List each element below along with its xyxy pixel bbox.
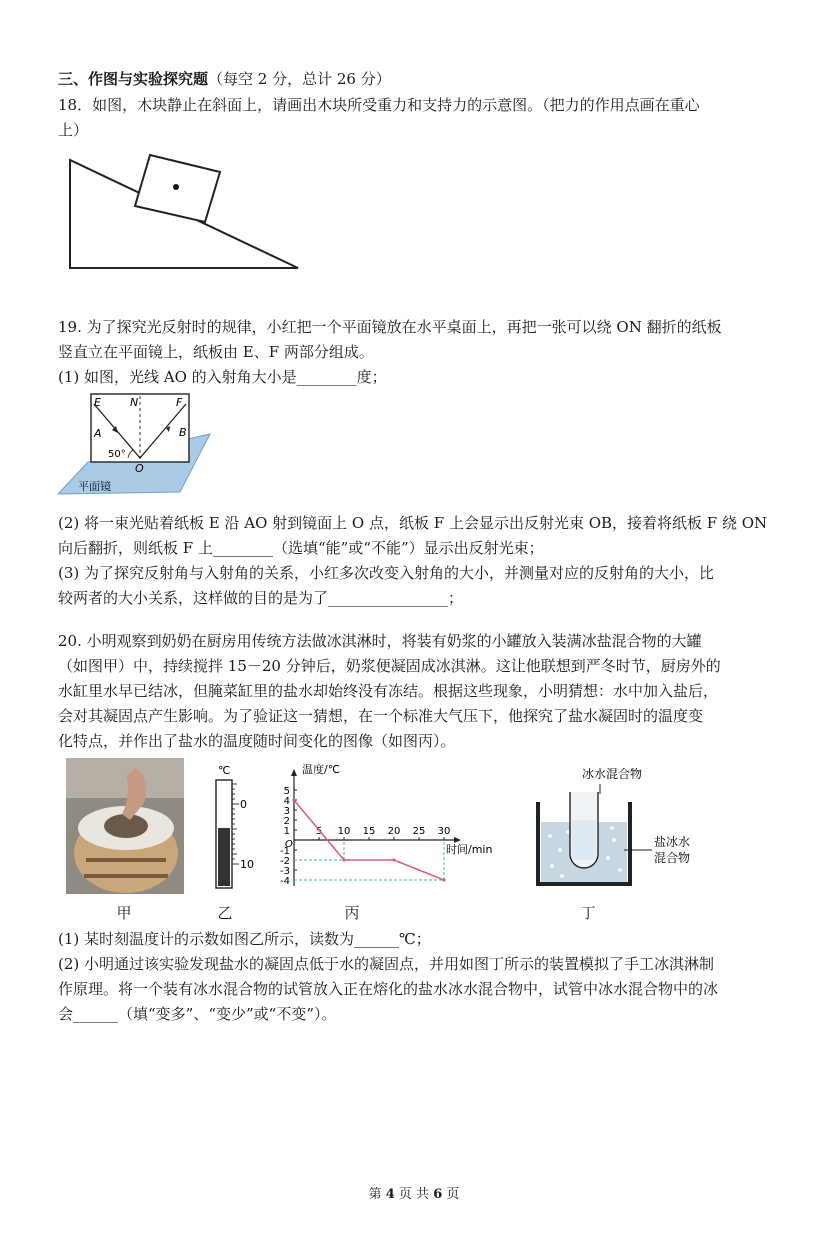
figure-label-ding: 丁 [580, 904, 596, 922]
thermometer-ticks [232, 784, 239, 864]
chart-data-point [442, 878, 445, 881]
ding-label-top: 冰水混合物 [582, 767, 643, 781]
q20-line-3: 水缸里水早已结冰，但腌菜缸里的盐水却始终没有冻结。根据这些现象，小明猜想：水中加入盐后， [58, 682, 719, 700]
page-footer [0, 1183, 828, 1202]
ding-label-side-1: 盐冰水 [654, 835, 691, 849]
q19-line-1: 19. 为了探究光反射时的规律，小红把一个平面镜放在水平桌面上，再把一张可以绕 ON 翻折的纸板 [58, 318, 722, 336]
thermometer-figure [204, 760, 264, 890]
q20-line-2: （如图甲）中，持续搅拌 15－20 分钟后，奶浆便凝固成冰淇淋。这让他联想到严冬时节，厨房外的 [58, 657, 721, 675]
ice-cream-bucket-photo [66, 758, 184, 894]
chart-y-tick-label: 5 [283, 786, 290, 797]
q20-part-2-line-2: 作原理。将一个装有冰水混合物的试管放入正在熔化的盐水冰水混合物中，试管中冰水混合物中的冰 [58, 980, 719, 998]
chart-y-tick-label: -2 [280, 856, 290, 867]
q20-line-5: 化特点，并作出了盐水的温度随时间变化的图像（如图丙）。 [58, 732, 456, 750]
thermometer-mark-10: 10 [240, 858, 254, 871]
figure-label-bing: 丙 [344, 904, 360, 922]
section-heading-line [58, 68, 391, 90]
figure-label-jia: 甲 [116, 904, 132, 922]
incline-figure [60, 150, 305, 275]
q20-part-2-line-1: (2) 小明通过该实验发现盐水的凝固点低于水的凝固点，并用如图丁所示的装置模拟了手工冰淇淋制 [58, 955, 715, 973]
chart-y-tick-label: -3 [280, 866, 290, 877]
chart-x-tick-label: 10 [337, 826, 351, 837]
q19-part-2-line-1: (2) 将一束光贴着纸板 E 沿 AO 射到镜面上 O 点，纸板 F 上会显示出反射光束 OB，接着将纸板 F 绕 ON [58, 514, 768, 532]
q20-part-2-line-3: 会______（填“变多”、“变少”或“不变”）。 [58, 1005, 337, 1023]
footer-total-pages: 6 [433, 1187, 443, 1202]
section-heading-note: （每空 2 分，总计 26 分） [208, 70, 391, 88]
figure-label-yi: 乙 [217, 904, 233, 922]
chart-data-point [292, 798, 295, 801]
q19-line-2: 竖直立在平面镜上，纸板由 E、F 两部分组成。 [58, 343, 374, 361]
chart-y-tick-label: 1 [283, 826, 290, 837]
chart-x-tick-label: 15 [362, 826, 376, 837]
center-of-gravity-dot [173, 184, 179, 190]
chart-x-tick-label: 25 [412, 826, 426, 837]
angle-label: 50° [108, 449, 126, 460]
chart-data-point [392, 858, 395, 861]
chart-x-tick-label: 5 [315, 826, 323, 837]
q20-line-1: 20. 小明观察到奶奶在厨房用传统方法做冰淇淋时，将装有奶浆的小罐放入装满冰盐混合物的大罐 [58, 632, 702, 650]
label-b: B [179, 426, 187, 439]
section-heading: 三、作图与实验探究题 [58, 70, 209, 88]
chart-ylabel: 温度/℃ [302, 763, 341, 776]
label-o: O [135, 462, 144, 475]
apparatus-figure [532, 762, 722, 890]
q18-line-1: 18．如图，木块静止在斜面上，请画出木块所受重力和支持力的示意图。（把力的作用点画在重心 [58, 96, 700, 114]
chart-y-tick-label: 2 [283, 816, 290, 827]
q19-part-3-line-2: 较两者的大小关系，这样做的目的是为了________________； [58, 589, 464, 607]
chart-origin-label: O [285, 839, 293, 850]
label-f: F [176, 396, 183, 409]
thermometer-liquid [218, 828, 230, 886]
reflection-figure [58, 390, 218, 500]
footer-prefix: 第 [368, 1187, 382, 1202]
q18-line-2: 上） [58, 121, 89, 139]
q19-part-2-line-2: 向后翻折，则纸板 F 上________（选填“能”或“不能”）显示出反射光束； [58, 539, 544, 557]
chart-y-tick-label: -1 [280, 846, 290, 857]
footer-suffix: 页 [446, 1187, 460, 1202]
thermometer-mark-0: 0 [240, 798, 247, 811]
ding-label-side-2: 混合物 [654, 851, 691, 865]
thermometer-unit: ℃ [218, 764, 231, 777]
footer-middle: 页 共 [398, 1187, 430, 1202]
chart-y-axis-arrow [291, 769, 297, 776]
label-n: N [130, 396, 139, 409]
label-e: E [94, 396, 101, 409]
chart-data-point [342, 858, 345, 861]
chart-y-tick-label: 3 [283, 806, 290, 817]
q20-line-4: 会对其凝固点产生影响。为了验证这一猜想，在一个标准大气压下，他探究了盐水凝固时的温度变 [58, 707, 704, 725]
temperature-time-chart [270, 760, 510, 895]
chart-x-tick-label: 30 [437, 826, 451, 837]
chart-y-tick-label: -4 [280, 876, 290, 887]
q20-part-1: (1) 某时刻温度计的示数如图乙所示，读数为______℃； [58, 930, 431, 948]
label-a: A [94, 427, 102, 440]
chart-xlabel: 时间/min [446, 843, 493, 856]
q19-part-3-line-1: (3) 为了探究反射角与入射角的关系，小红多次改变入射角的大小，并测量对应的反射角的大小，比 [58, 564, 715, 582]
footer-page-number: 4 [385, 1187, 395, 1202]
q19-part-1: (1) 如图，光线 AO 的入射角大小是________度； [58, 368, 387, 386]
mirror-label: 平面镜 [78, 480, 111, 493]
chart-y-tick-label: 4 [283, 796, 290, 807]
chart-x-tick-label: 20 [387, 826, 401, 837]
